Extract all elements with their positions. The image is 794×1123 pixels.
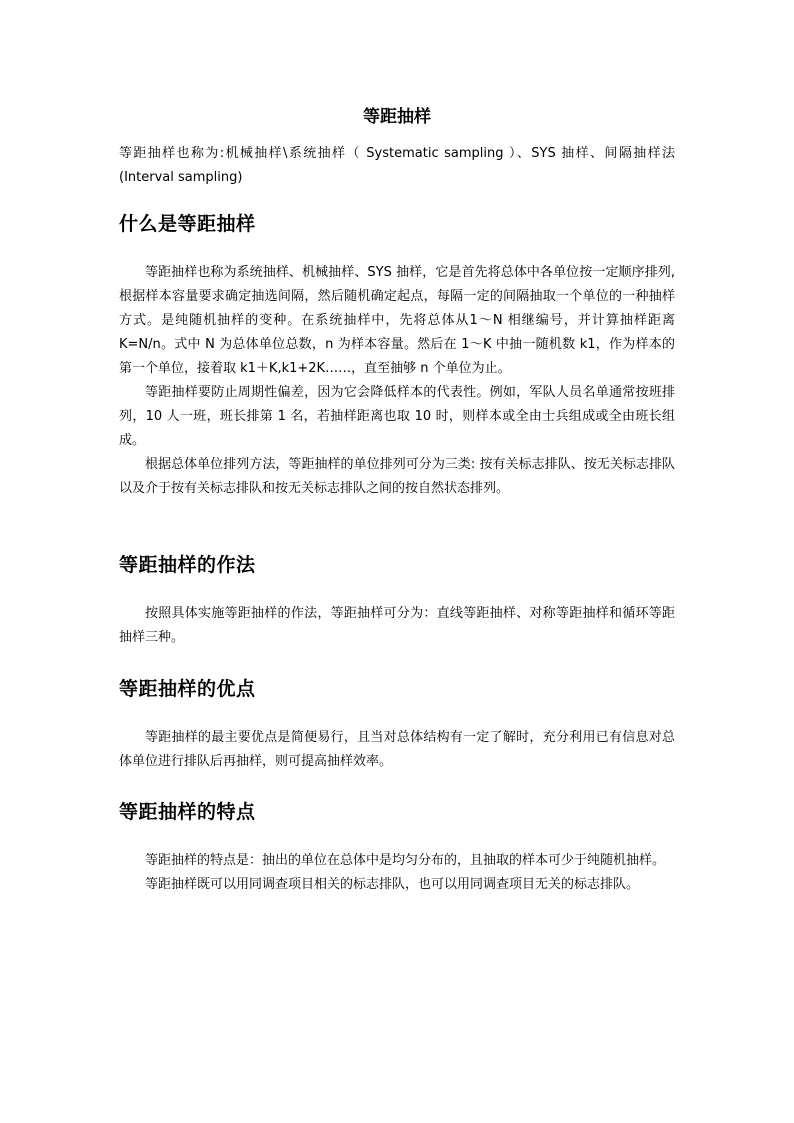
paragraph: 等距抽样也称为系统抽样、机械抽样、SYS 抽样，它是首先将总体中各单位按一定顺序排列,根据样本容量要求确定抽选间隔，然后随机确定起点，每隔一定的间隔抽取一个单位的一种抽样方式。是纯随机抽样的变种。在系统抽样中，先将总体从1～N 相继编号，并计算抽样距离 K=N/n。式中 N 为总体单位总数，n 为样本容量。然后在 1～K 中抽一随机数 k1，作为样本的第一个单位，接着取 k1＋K,k1+2K……，直至抽够 n 个单位为止。: [119, 265, 675, 376]
section-advantages: [119, 674, 675, 774]
paragraph: 等距抽样既可以用同调查项目相关的标志排队，也可以用同调查项目无关的标志排队。: [145, 877, 640, 892]
section-heading: 等距抽样的优点: [119, 678, 256, 700]
section-heading: 等距抽样的特点: [119, 801, 256, 823]
paragraph: 等距抽样要防止周期性偏差，因为它会降低样本的代表性。例如，军队人员名单通常按班排列，10 人一班，班长排第 1 名，若抽样距离也取 10 时，则样本或全由士兵组成或全由班长组成。: [119, 385, 675, 448]
paragraph: 根据总体单位排列方法，等距抽样的单位排列可分为三类: 按有关标志排队、按无关标志排队以及介于按有关标志排队和按无关标志排队之间的按自然状态排列。: [119, 457, 675, 496]
page-title: 等距抽样: [363, 107, 431, 127]
paragraph: 等距抽样的特点是：抽出的单位在总体中是均匀分布的，且抽取的样本可少于纯随机抽样。: [145, 853, 666, 868]
paragraph: 按照具体实施等距抽样的作法，等距抽样可分为：直线等距抽样、对称等距抽样和循环等距抽样三种。: [119, 606, 675, 645]
section-features: [119, 797, 675, 897]
section-heading: 什么是等距抽样: [119, 213, 256, 235]
section-what-is: [119, 209, 675, 501]
section-heading: 等距抽样的作法: [119, 554, 256, 576]
paragraph: 等距抽样的最主要优点是简便易行，且当对总体结构有一定了解时，充分利用已有信息对总体单位进行排队后再抽样，则可提高抽样效率。: [119, 730, 675, 769]
intro-paragraph: 等距抽样也称为:机械抽样\系统抽样（ Systematic sampling ）、SYS 抽样、间隔抽样法(Interval sampling): [119, 146, 675, 185]
section-method: [119, 550, 675, 650]
